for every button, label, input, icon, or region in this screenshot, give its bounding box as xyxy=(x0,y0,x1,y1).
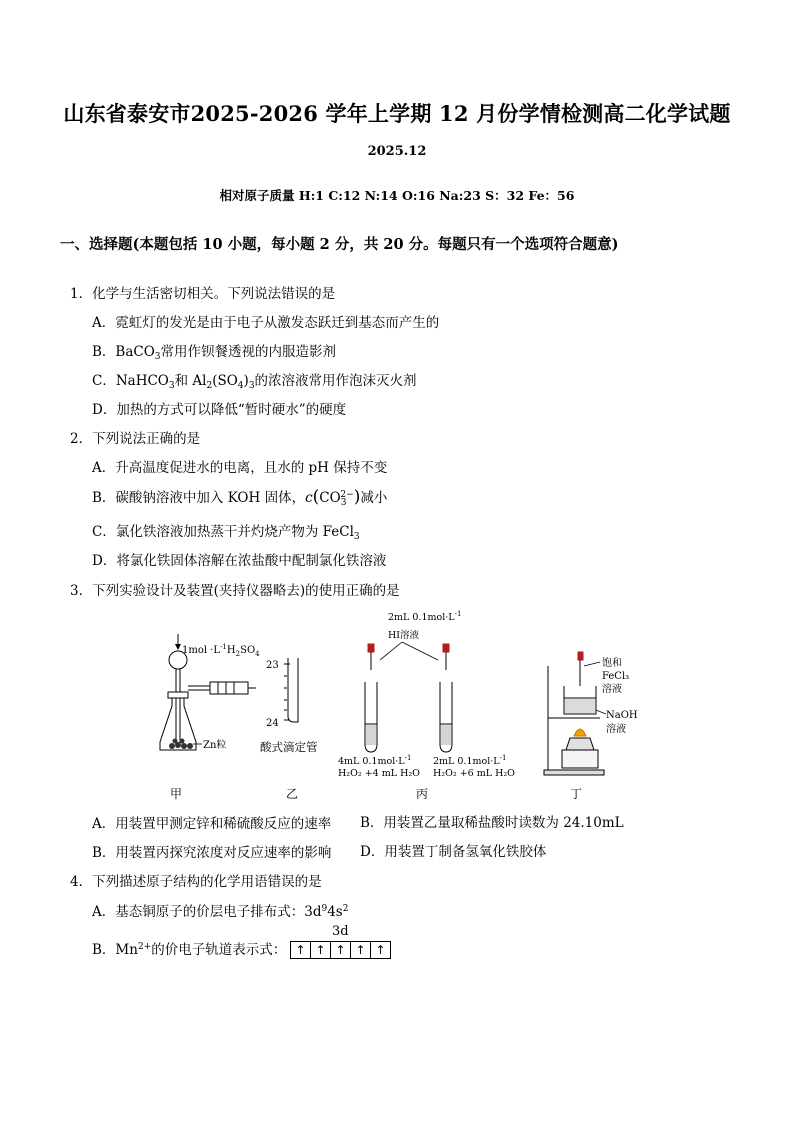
question-2-option-d: D．将氯化铁固体溶解在浓盐酸中配制氯化铁溶液 xyxy=(92,553,387,569)
question-1-option-a: A．霓虹灯的发光是由于电子从激发态跃迁到基态而产生的 xyxy=(92,315,440,331)
question-2-option-c: C．氯化铁溶液加热蒸干并灼烧产物为 FeCl$_3$ xyxy=(92,524,360,542)
orbital-box: ↑ xyxy=(350,942,370,958)
question-4-stem: 4．下列描述原子结构的化学用语错误的是 xyxy=(70,874,322,890)
question-4-option-a: A．基态铜原子的价层电子排布式：$3d^94s^2$ xyxy=(92,904,349,920)
question-1-option-d: D．加热的方式可以降低“暂时硬水”的硬度 xyxy=(92,402,347,418)
apparatus-yi xyxy=(284,658,298,722)
bing-liquid xyxy=(366,725,451,745)
ding-liquid xyxy=(565,699,595,713)
apparatus-bing xyxy=(365,644,452,752)
orbital-label: 3d xyxy=(332,924,349,939)
orbital-diagram xyxy=(290,941,391,959)
exam-date: 2025.12 xyxy=(367,144,427,159)
bing-right-label-1: 2mL $0.1mol\cdot L^{-1}$ xyxy=(433,754,507,767)
yi-bottom-mark: 24 xyxy=(266,718,279,729)
yi-caption: 酸式滴定管 xyxy=(260,740,318,754)
question-3-option-c: B．用装置丙探究浓度对反应速率的影响 xyxy=(92,845,332,861)
bing-pointer-lines xyxy=(380,642,438,660)
orbital-box: ↑ xyxy=(310,942,330,958)
question-1-stem: 1．化学与生活密切相关。下列说法错误的是 xyxy=(70,286,336,302)
question-2-option-a: A．升高温度促进水的电离，且水的 pH 保持不变 xyxy=(92,460,388,476)
orbital-box: ↑ xyxy=(370,942,390,958)
yi-top-mark: 23 xyxy=(266,660,279,671)
bing-top-label: 2mL $0.1mol\cdot L^{-1}$ xyxy=(388,610,462,623)
orbital-box: ↑ xyxy=(330,942,350,958)
exam-title: 山东省泰安市2025-2026 学年上学期 12 月份学情检测高二化学试题 xyxy=(63,101,731,126)
question-3-stem: 3．下列实验设计及装置(夹持仪器略去)的使用正确的是 xyxy=(70,583,400,599)
question-3-option-d: D．用装置丁制备氢氧化铁胶体 xyxy=(360,844,547,860)
bing-hi-label: HI溶液 xyxy=(388,630,420,641)
apparatus-figure xyxy=(140,606,660,806)
orbital-box: ↑ xyxy=(295,943,306,957)
ding-label-3: 溶液 xyxy=(602,684,622,695)
zinc-granules xyxy=(169,739,193,750)
apparatus-ding xyxy=(544,652,604,775)
ding-label-2: FeCl₃ xyxy=(602,671,630,682)
question-3-option-b: B．用装置乙量取稀盐酸时读数为 24.10mL xyxy=(360,815,624,831)
jia-zn-label: Zn粒 xyxy=(203,740,227,751)
section-heading: 一、选择题(本题包括 10 小题，每小题 2 分，共 20 分。每题只有一个选项符合题意) xyxy=(60,236,619,253)
question-4-option-b: B．$Mn^{2+}$的价电子轨道表示式： xyxy=(92,942,287,958)
question-1-option-b: B．BaCO$_3$常用作钡餐透视的内服造影剂 xyxy=(92,344,337,362)
bing-right-label-2: H₂O₂ +6 mL H₂O xyxy=(433,768,515,779)
bing-left-label-1: 4mL $0.1mol\cdot L^{-1}$ xyxy=(338,754,412,767)
jia-acid-label: $1mol \cdot L^{-1}H_2SO_4$ xyxy=(182,643,260,658)
caption-jia: 甲 xyxy=(170,787,183,801)
ding-label-5: 溶液 xyxy=(606,724,626,735)
question-2-stem: 2．下列说法正确的是 xyxy=(70,431,201,447)
question-1-option-c: C．NaHCO$_3$和 $Al_2(SO_4)_3$的浓溶液常用作泡沫灭火剂 xyxy=(92,373,417,391)
ding-label-4: NaOH xyxy=(606,710,638,721)
caption-ding: 丁 xyxy=(570,787,583,801)
bing-left-label-2: H₂O₂ +4 mL H₂O xyxy=(338,768,420,779)
question-2-option-b: B．碳酸钠溶液中加入 KOH 固体，$c(CO_3^{2-})$减小 xyxy=(92,487,388,508)
ding-label-1: 饱和 xyxy=(602,658,622,669)
question-3-option-a: A．用装置甲测定锌和稀硫酸反应的速率 xyxy=(92,816,332,832)
caption-bing: 丙 xyxy=(416,787,429,801)
atomic-mass-line: 相对原子质量 H:1 C:12 N:14 O:16 Na:23 S：32 Fe：56 xyxy=(219,188,575,203)
caption-yi: 乙 xyxy=(286,787,299,801)
